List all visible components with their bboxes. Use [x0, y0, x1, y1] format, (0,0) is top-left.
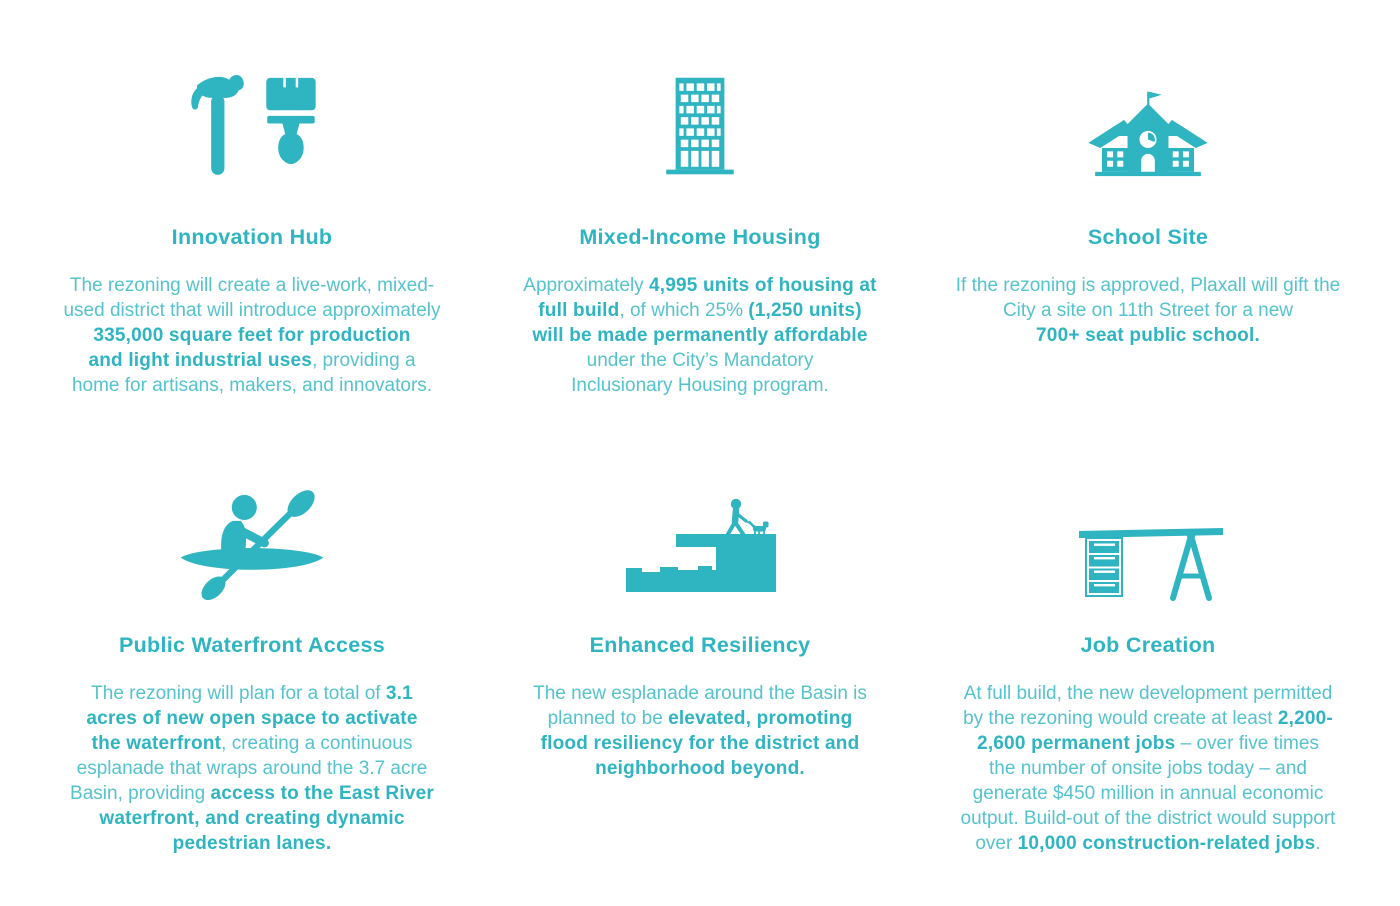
card-body: The new esplanade around the Basin is planned to be elevated, promoting flood resiliency for the district and neighborhood beyond.	[533, 683, 867, 779]
schoolhouse-icon	[1079, 90, 1217, 194]
card-title: School Site	[1087, 225, 1209, 249]
card-body: If the rezoning is approved, Plaxall will gift the City a site on 11th Street for a new 700+ seat public school.	[955, 275, 1341, 346]
work-desk-icon	[1065, 522, 1231, 602]
card-title: Public Waterfront Access	[118, 633, 386, 657]
card-enhanced-resiliency	[476, 476, 924, 856]
card-body: Approximately 4,995 units of housing at full build, of which 25% (1,250 units) will be made permanently affordable under the City’s Mandatory Inclusionary Housing program.	[523, 275, 877, 396]
elevated-esplanade-dog-walker-icon	[620, 480, 780, 602]
icon-box	[1079, 68, 1217, 194]
icon-box	[625, 68, 775, 194]
hammer-and-paintbrush-icon	[176, 72, 328, 194]
icon-box	[175, 476, 329, 602]
card-body: The rezoning will create a live-work, mixed- used district that will introduce approximately 335,000 square feet for production and light industrial uses, providing a home for artisans, makers, and innovators.	[63, 275, 441, 396]
apartment-building-icon	[625, 74, 775, 194]
icon-box	[620, 476, 780, 602]
card-title: Job Creation	[1080, 633, 1216, 657]
card-body: At full build, the new development permitted by the rezoning would create at least 2,200- 2,600 permanent jobs – over five times the number of onsite jobs today – and generate $450 million in annual economic output. Build-out of the district would support over 10,000 construction-related jobs.	[960, 683, 1336, 854]
card-school-site	[924, 68, 1372, 398]
benefits-grid	[0, 68, 1400, 856]
card-body: The rezoning will plan for a total of 3.1 acres of new open space to activate the waterfront, creating a continuous esplanade that wraps around the 3.7 acre Basin, providing access to the East River waterfront, and creating dynamic pedestrian lanes.	[70, 683, 434, 854]
card-title: Enhanced Resiliency	[589, 633, 811, 657]
card-job-creation	[924, 476, 1372, 856]
card-mixed-income-housing	[476, 68, 924, 398]
icon-box	[1065, 476, 1231, 602]
kayaker-icon	[175, 486, 329, 602]
icon-box	[176, 68, 328, 194]
card-innovation-hub	[28, 68, 476, 398]
card-title: Mixed-Income Housing	[579, 225, 821, 249]
card-title: Innovation Hub	[171, 225, 333, 249]
card-public-waterfront-access	[28, 476, 476, 856]
